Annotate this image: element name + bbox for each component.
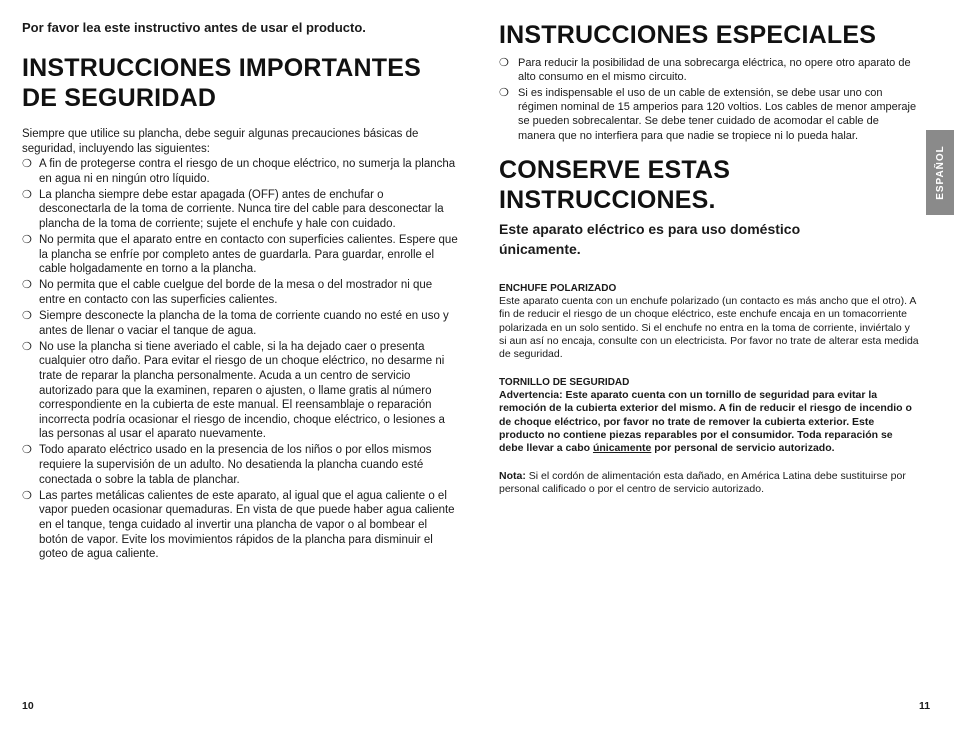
right-page <box>499 20 919 497</box>
polarized-plug-text: Este aparato cuenta con un enchufe polarizado (un contacto es más ancho que el otro). A fin de reducir el riesgo de un choque eléctrico, este enchufe encaja en un tomacorriente polarizada en un solo sentido. Si el enchufe no entra en la toma de corriente, inviértalo y si aun así no encaja, consulte con un electricista. Por favor no trate de alterar esta medida de seguridad. <box>499 294 919 361</box>
language-tab-label: ESPAÑOL <box>934 145 946 200</box>
read-instructions-notice: Por favor lea este instructivo antes de usar el producto. <box>22 20 366 35</box>
language-tab <box>926 130 954 215</box>
power-cord-note: Nota: Si el cordón de alimentación esta dañado, en América Latina debe sustituirse por personal calificado o por el centro de servicio autorizado. <box>499 469 906 496</box>
safety-screw-text: Advertencia: Este aparato cuenta con un tornillo de seguridad para evitar la remoción de la cubierta exterior del mismo. A fin de reducir el riesgo de incendio o de choque eléctrico, por favor no trate de remover la cubierta exterior. Este producto no contiene piezas reparables por el consumidor. Toda reparación se debe llevar a cabo únicamente por personal de servicio autorizado. <box>499 388 912 455</box>
circle-bullet-icon: ❍ <box>499 57 509 69</box>
list-item: ❍ No permita que el aparato entre en contacto con superficies calientes. Espere que la plancha se enfríe por completo antes de guardarla. Para guardar, enrolle el cable holgadamente en torno a la plancha. <box>22 234 458 276</box>
circle-bullet-icon: ❍ <box>22 310 32 323</box>
circle-bullet-icon: ❍ <box>22 489 32 502</box>
page-number-right: 11 <box>919 700 931 712</box>
list-item: ❍ Las partes metálicas calientes de este aparato, al igual que el agua caliente o el vapor pueden ocasionar quemaduras. En vista de que puede haber agua caliente en el tanque, tenga cuidado al invertir una plancha de vapor o al bombear el botón de vapor. Evite los movimientos rápidos de la plancha para disminuir el goteo de agua caliente. <box>22 489 455 561</box>
page-number-left: 10 <box>22 700 34 712</box>
list-item: ❍ A fin de protegerse contra el riesgo de un choque eléctrico, no sumerja la plancha en agua ni en ningún otro líquido. <box>22 158 456 185</box>
circle-bullet-icon: ❍ <box>22 279 32 292</box>
safety-intro: Siempre que utilice su plancha, debe seguir algunas precauciones básicas de seguridad, incluyendo las siguientes: <box>22 128 419 155</box>
list-item: ❍ La plancha siempre debe estar apagada (OFF) antes de enchufar o desconectarla de la toma de corriente. Nunca tire del cable para desconectar la plancha de la toma de corriente; sujete el enchufe y hale con cuidado. <box>22 188 444 231</box>
only-underlined: únicamente <box>592 442 652 455</box>
safety-screw-title: TORNILLO DE SEGURIDAD <box>499 376 630 388</box>
list-item: ❍ No use la plancha si tiene averiado el cable, si la ha dejado caer o presenta cualquier otro daño. Para evitar el riesgo de un choque eléctrico, no desarme ni trate de reparar la plancha personalmente. Acuda a un centro de servicio autorizado para que la examinen, reparen o ajusten, o llame gratis al número correspondiente en la cubierta de este manual. El reensamblaje o reparación incorrecta podría ocasionar el riesgo de incendio, choque eléctrico, o lesiones a las personas al usar el aparato nuevamente. <box>22 340 445 441</box>
circle-bullet-icon: ❍ <box>22 188 32 201</box>
special-instructions-list <box>499 56 919 143</box>
safety-title-line1: INSTRUCCIONES IMPORTANTES <box>22 54 421 82</box>
polarized-plug-title: ENCHUFE POLARIZADO <box>499 282 617 294</box>
list-item: ❍ Para reducir la posibilidad de una sobrecarga eléctrica, no opere otro aparato de alto consumo en el mismo circuito. <box>499 57 911 84</box>
list-item: ❍ Siempre desconecte la plancha de la toma de corriente cuando no esté en uso y antes de llenar o vaciar el tanque de agua. <box>22 310 449 337</box>
safety-list <box>22 157 458 562</box>
safety-title <box>22 53 458 113</box>
circle-bullet-icon: ❍ <box>499 86 509 99</box>
circle-bullet-icon: ❍ <box>22 158 32 171</box>
left-page <box>22 20 458 563</box>
household-use-subhead: Este aparato eléctrico es para uso doméstico únicamente. <box>499 220 801 257</box>
circle-bullet-icon: ❍ <box>22 340 32 353</box>
circle-bullet-icon: ❍ <box>22 444 32 457</box>
circle-bullet-icon: ❍ <box>22 234 32 247</box>
list-item: ❍ Todo aparato eléctrico usado en la presencia de los niños o por ellos mismos requiere la supervisión de un adulto. No desatienda la plancha cuando esté conectada o sobre la tabla de planchar. <box>22 444 432 486</box>
conserve-title: CONSERVE ESTAS INSTRUCCIONES. <box>499 155 731 214</box>
list-item: ❍ No permita que el cable cuelgue del borde de la mesa o del mostrador ni que entre en contacto con las superficies calientes. <box>22 279 433 307</box>
special-instructions-title: INSTRUCCIONES ESPECIALES <box>499 21 877 49</box>
safety-title-line2: DE SEGURIDAD <box>22 84 217 112</box>
list-item: ❍ Si es indispensable el uso de un cable de extensión, se debe usar uno con régimen nominal de 15 amperios para 120 voltios. Los cables de menor amperaje se pueden sobrecalentar. Se debe tener cuidado de acomodar el cable de manera que no interfiera para que nadie se tropiece ni lo pueda halar. <box>499 86 917 142</box>
